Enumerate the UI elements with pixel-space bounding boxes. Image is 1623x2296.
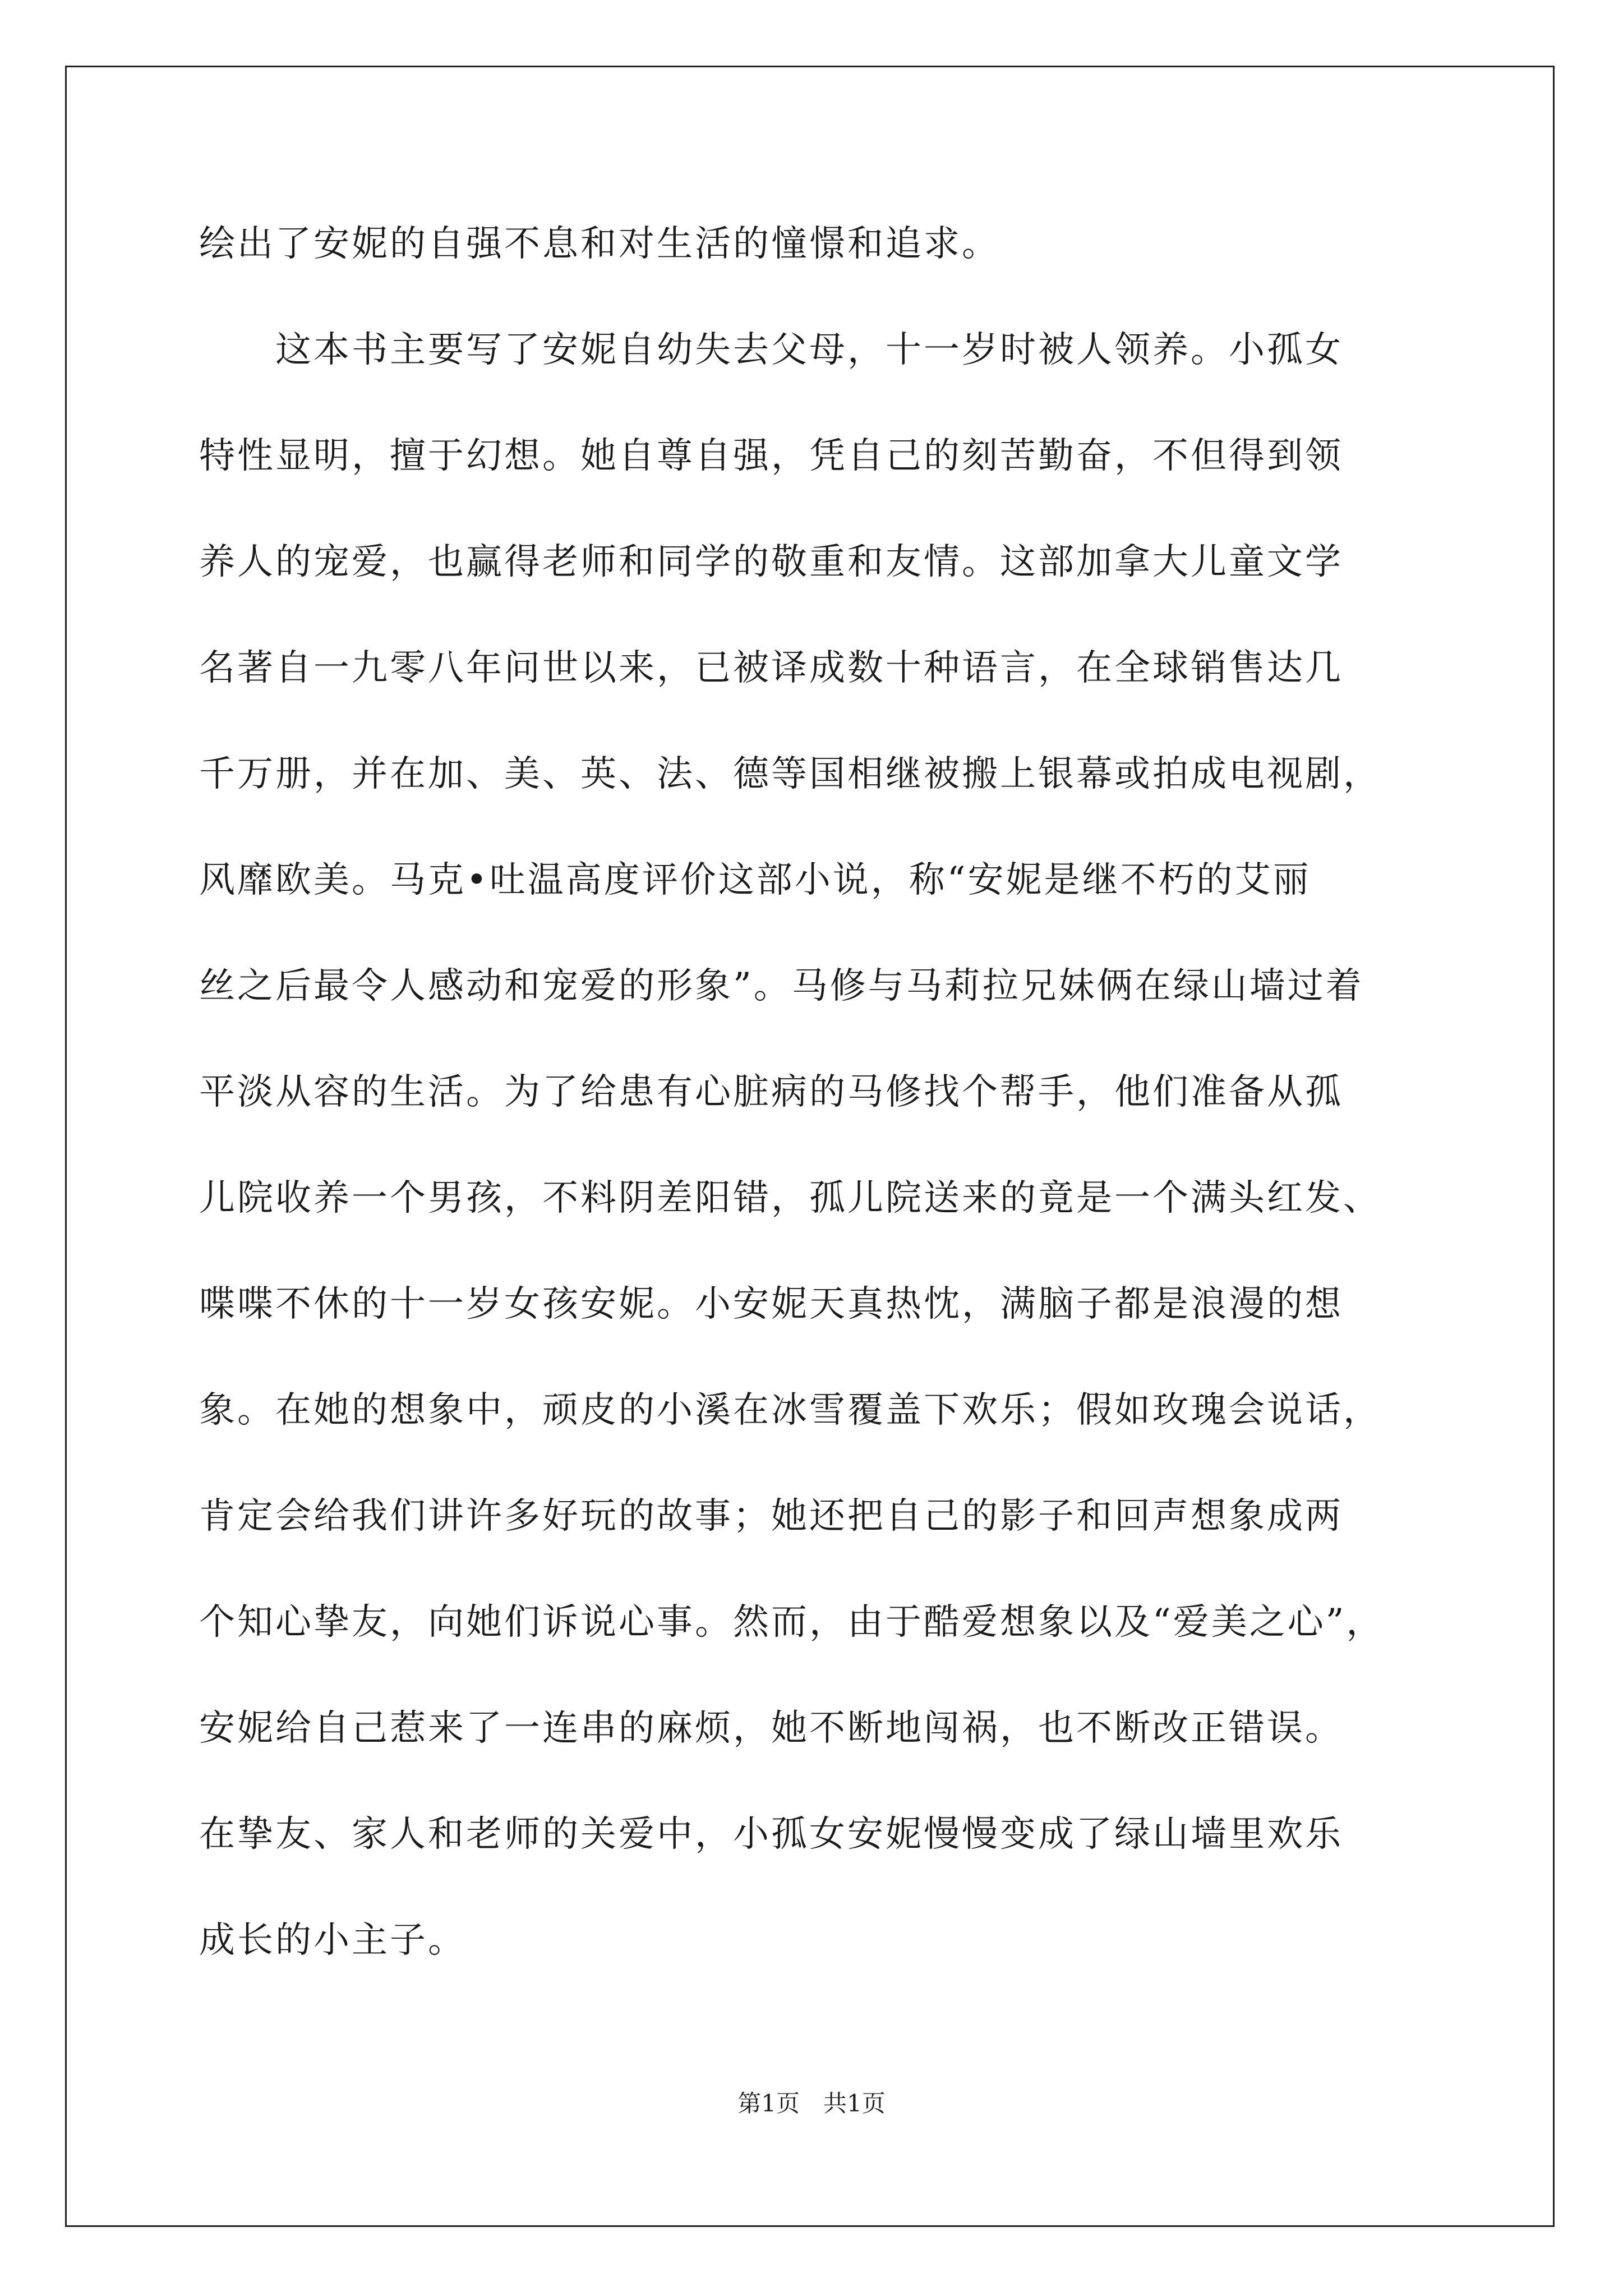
text-line: 象。在她的想象中，顽皮的小溪在冰雪覆盖下欢乐；假如玫瑰会说话， [199,1389,1381,1431]
text-line: 丝之后最令人感动和宠爱的形象”。马修与马莉拉兄妹俩在绿山墙过着 [199,965,1364,1007]
text-line: 特性显明，擅于幻想。她自尊自强，凭自己的刻苦勤奋，不但得到领 [199,435,1343,477]
text-line: 绘出了安妮的自强不息和对生活的憧憬和追求。 [199,223,1000,265]
page-frame [65,66,1555,2227]
text-line: 风靡欧美。马克•吐温高度评价这部小说，称“安妮是继不朽的艾丽 [199,859,1311,901]
text-line: 平淡从容的生活。为了给患有心脏病的马修找个帮手，他们准备从孤 [199,1071,1343,1113]
text-line: 儿院收养一个男孩，不料阴差阳错，孤儿院送来的竟是一个满头红发、 [199,1177,1381,1219]
text-line: 成长的小主子。 [199,1920,466,1961]
text-line: 养人的宠爱，也赢得老师和同学的敬重和友情。这部加拿大儿童文学 [199,541,1343,583]
text-line: 千万册，并在加、美、英、法、德等国相继被搬上银幕或拍成电视剧， [199,753,1381,795]
text-line: 肯定会给我们讲许多好玩的故事；她还把自己的影子和回声想象成两 [199,1496,1343,1537]
text-line: 在挚友、家人和老师的关爱中，小孤女安妮慢慢变成了绿山墙里欢乐 [199,1814,1343,1855]
text-line: 喋喋不休的十一岁女孩安妮。小安妮天真热忱，满脑子都是浪漫的想 [199,1283,1343,1325]
text-line: 这本书主要写了安妮自幼失去父母，十一岁时被人领养。小孤女 [199,329,1343,371]
text-line: 安妮给自己惹来了一连串的麻烦，她不断地闯祸，也不断改正错误。 [199,1708,1343,1749]
text-line: 个知心挚友，向她们诉说心事。然而，由于酷爱想象以及“爱美之心”， [199,1602,1385,1643]
text-line: 名著自一九零八年问世以来，已被译成数十种语言，在全球销售达几 [199,647,1343,689]
page-footer: 第1页 共1页 [737,2090,886,2117]
